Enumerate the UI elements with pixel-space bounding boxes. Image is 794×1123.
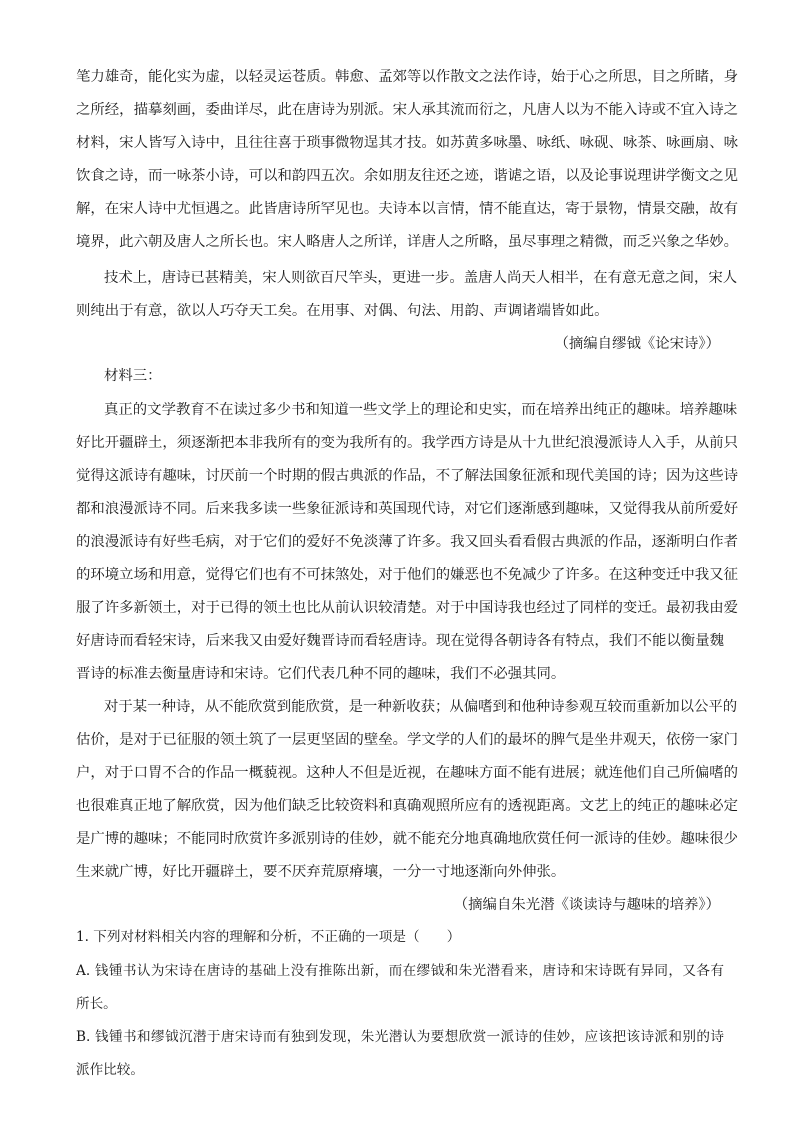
paragraph-1-line: 笔力雄奇，能化实为虚，以轻灵运苍质。韩愈、孟郊等以作散文之法作诗，始于心之所思，目之所睹，身 xyxy=(76,69,738,85)
paragraph-1-line: 材料，宋人皆写入诗中，且往往喜于琐事微物逞其才技。如苏黄多咏墨、咏纸、咏砚、咏茶、咏画扇、咏 xyxy=(76,135,738,151)
paragraph-4-line: 生来就广博，好比开疆辟土，要不厌弃荒原瘠壤，一分一寸地逐渐向外伸张。 xyxy=(76,864,566,880)
paragraph-3-line: 好比开疆辟土，须逐渐把本非我所有的变为我所有的。我学西方诗是从十九世纪浪漫派诗人入手，从前只 xyxy=(76,435,738,451)
paragraph-3-line: 好唐诗而看轻宋诗，后来我又由爱好魏晋诗而看轻唐诗。现在觉得各朝诗各有特点，我们不能以衡量魏 xyxy=(76,633,724,649)
paragraph-4-line: 估价，是对于已征服的领土筑了一层更坚固的壁垒。学文学的人们的最坏的脾气是坐井观天，依傍一家门 xyxy=(76,732,738,748)
paragraph-3-line: 都和浪漫派诗不同。后来我多读一些象征派诗和英国现代诗，对它们逐渐感到趣味，又觉得我从前所爱好 xyxy=(76,501,738,517)
option-b-line: B. 钱锺书和缪钺沉潜于唐宋诗而有独到发现，朱光潜认为要想欣赏一派诗的佳妙，应该把该诗派和别的诗 xyxy=(76,1029,724,1045)
paragraph-1-line: 解，在宋人诗中尤恒遇之。此皆唐诗所罕见也。夫诗本以言情，情不能直达，寄于景物，情景交融，故有 xyxy=(76,201,738,217)
option-a-line: A. 钱锺书认为宋诗在唐诗的基础上没有推陈出新，而在缪钺和朱光潜看来，唐诗和宋诗既有异同，又各有 xyxy=(76,963,724,979)
question-stem: 1. 下列对材料相关内容的理解和分析，不正确的一项是（ ） xyxy=(76,929,461,945)
option-a-line: 所长。 xyxy=(76,996,117,1012)
paragraph-3-line: 觉得这派诗有趣味，讨厌前一个时期的假古典派的作品，不了解法国象征派和现代美国的诗；因为这些诗 xyxy=(76,468,738,484)
paragraph-3-line: 真正的文学教育不在读过多少书和知道一些文学上的理论和史实，而在培养出纯正的趣味。培养趣味 xyxy=(104,402,738,418)
paragraph-4-line: 也很难真正地了解欣赏，因为他们缺乏比较资料和真确观照所应有的透视距离。文艺上的纯正的趣味必定 xyxy=(76,798,738,814)
paragraph-4-line: 是广博的趣味；不能同时欣赏许多派别诗的佳妙，就不能充分地真确地欣赏任何一派诗的佳妙。趣味很少 xyxy=(76,831,738,847)
paragraph-4-line: 对于某一种诗，从不能欣赏到能欣赏，是一种新收获；从偏嗜到和他种诗参观互较而重新加以公平的 xyxy=(104,699,738,715)
paragraph-1-line: 之所经，描摹刻画，委曲详尽，此在唐诗为别派。宋人承其流而衍之，凡唐人以为不能入诗或不宜入诗之 xyxy=(76,102,738,118)
source-citation-2: （摘编自朱光潜《谈读诗与趣味的培养》） xyxy=(453,897,720,913)
source-citation-1: （摘编自缪钺《论宋诗》） xyxy=(554,336,720,352)
paragraph-3-line: 的浪漫派诗有好些毛病，对于它们的爱好不免淡薄了许多。我又回头看看假古典派的作品，逐渐明白作者 xyxy=(76,534,738,550)
material-3-label: 材料三： xyxy=(104,368,162,384)
paragraph-4-line: 户，对于口胃不合的作品一概藐视。这种人不但是近视，在趣味方面不能有进展；就连他们自己所偏嗜的 xyxy=(76,765,738,781)
paragraph-1-line: 境界，此六朝及唐人之所长也。宋人略唐人之所详，详唐人之所略，虽尽事理之精微，而乏兴象之华妙。 xyxy=(76,234,738,250)
paragraph-1-line: 饮食之诗，而一咏茶小诗，可以和韵四五次。余如朋友往还之迹，谐谑之语，以及论事说理讲学衡文之见 xyxy=(76,168,738,184)
option-b-line: 派作比较。 xyxy=(76,1062,144,1078)
paragraph-3-line: 服了许多新领土，对于已得的领土也比从前认识较清楚。对于中国诗我也经过了同样的变迁。最初我由爱 xyxy=(76,600,738,616)
paragraph-2-line: 则纯出于有意，欲以人巧夺天工矣。在用事、对偶、句法、用韵、声调诸端皆如此。 xyxy=(76,303,609,319)
paragraph-3-line: 晋诗的标准去衡量唐诗和宋诗。它们代表几种不同的趣味，我们不必强其同。 xyxy=(76,666,566,682)
paragraph-2-line: 技术上，唐诗已甚精美，宋人则欲百尺竿头，更进一步。盖唐人尚天人相半，在有意无意之间，宋人 xyxy=(104,270,738,286)
paragraph-3-line: 的环境立场和用意，觉得它们也有不可抹煞处，对于他们的嫌恶也不免减少了许多。在这种变迁中我又征 xyxy=(76,567,738,583)
